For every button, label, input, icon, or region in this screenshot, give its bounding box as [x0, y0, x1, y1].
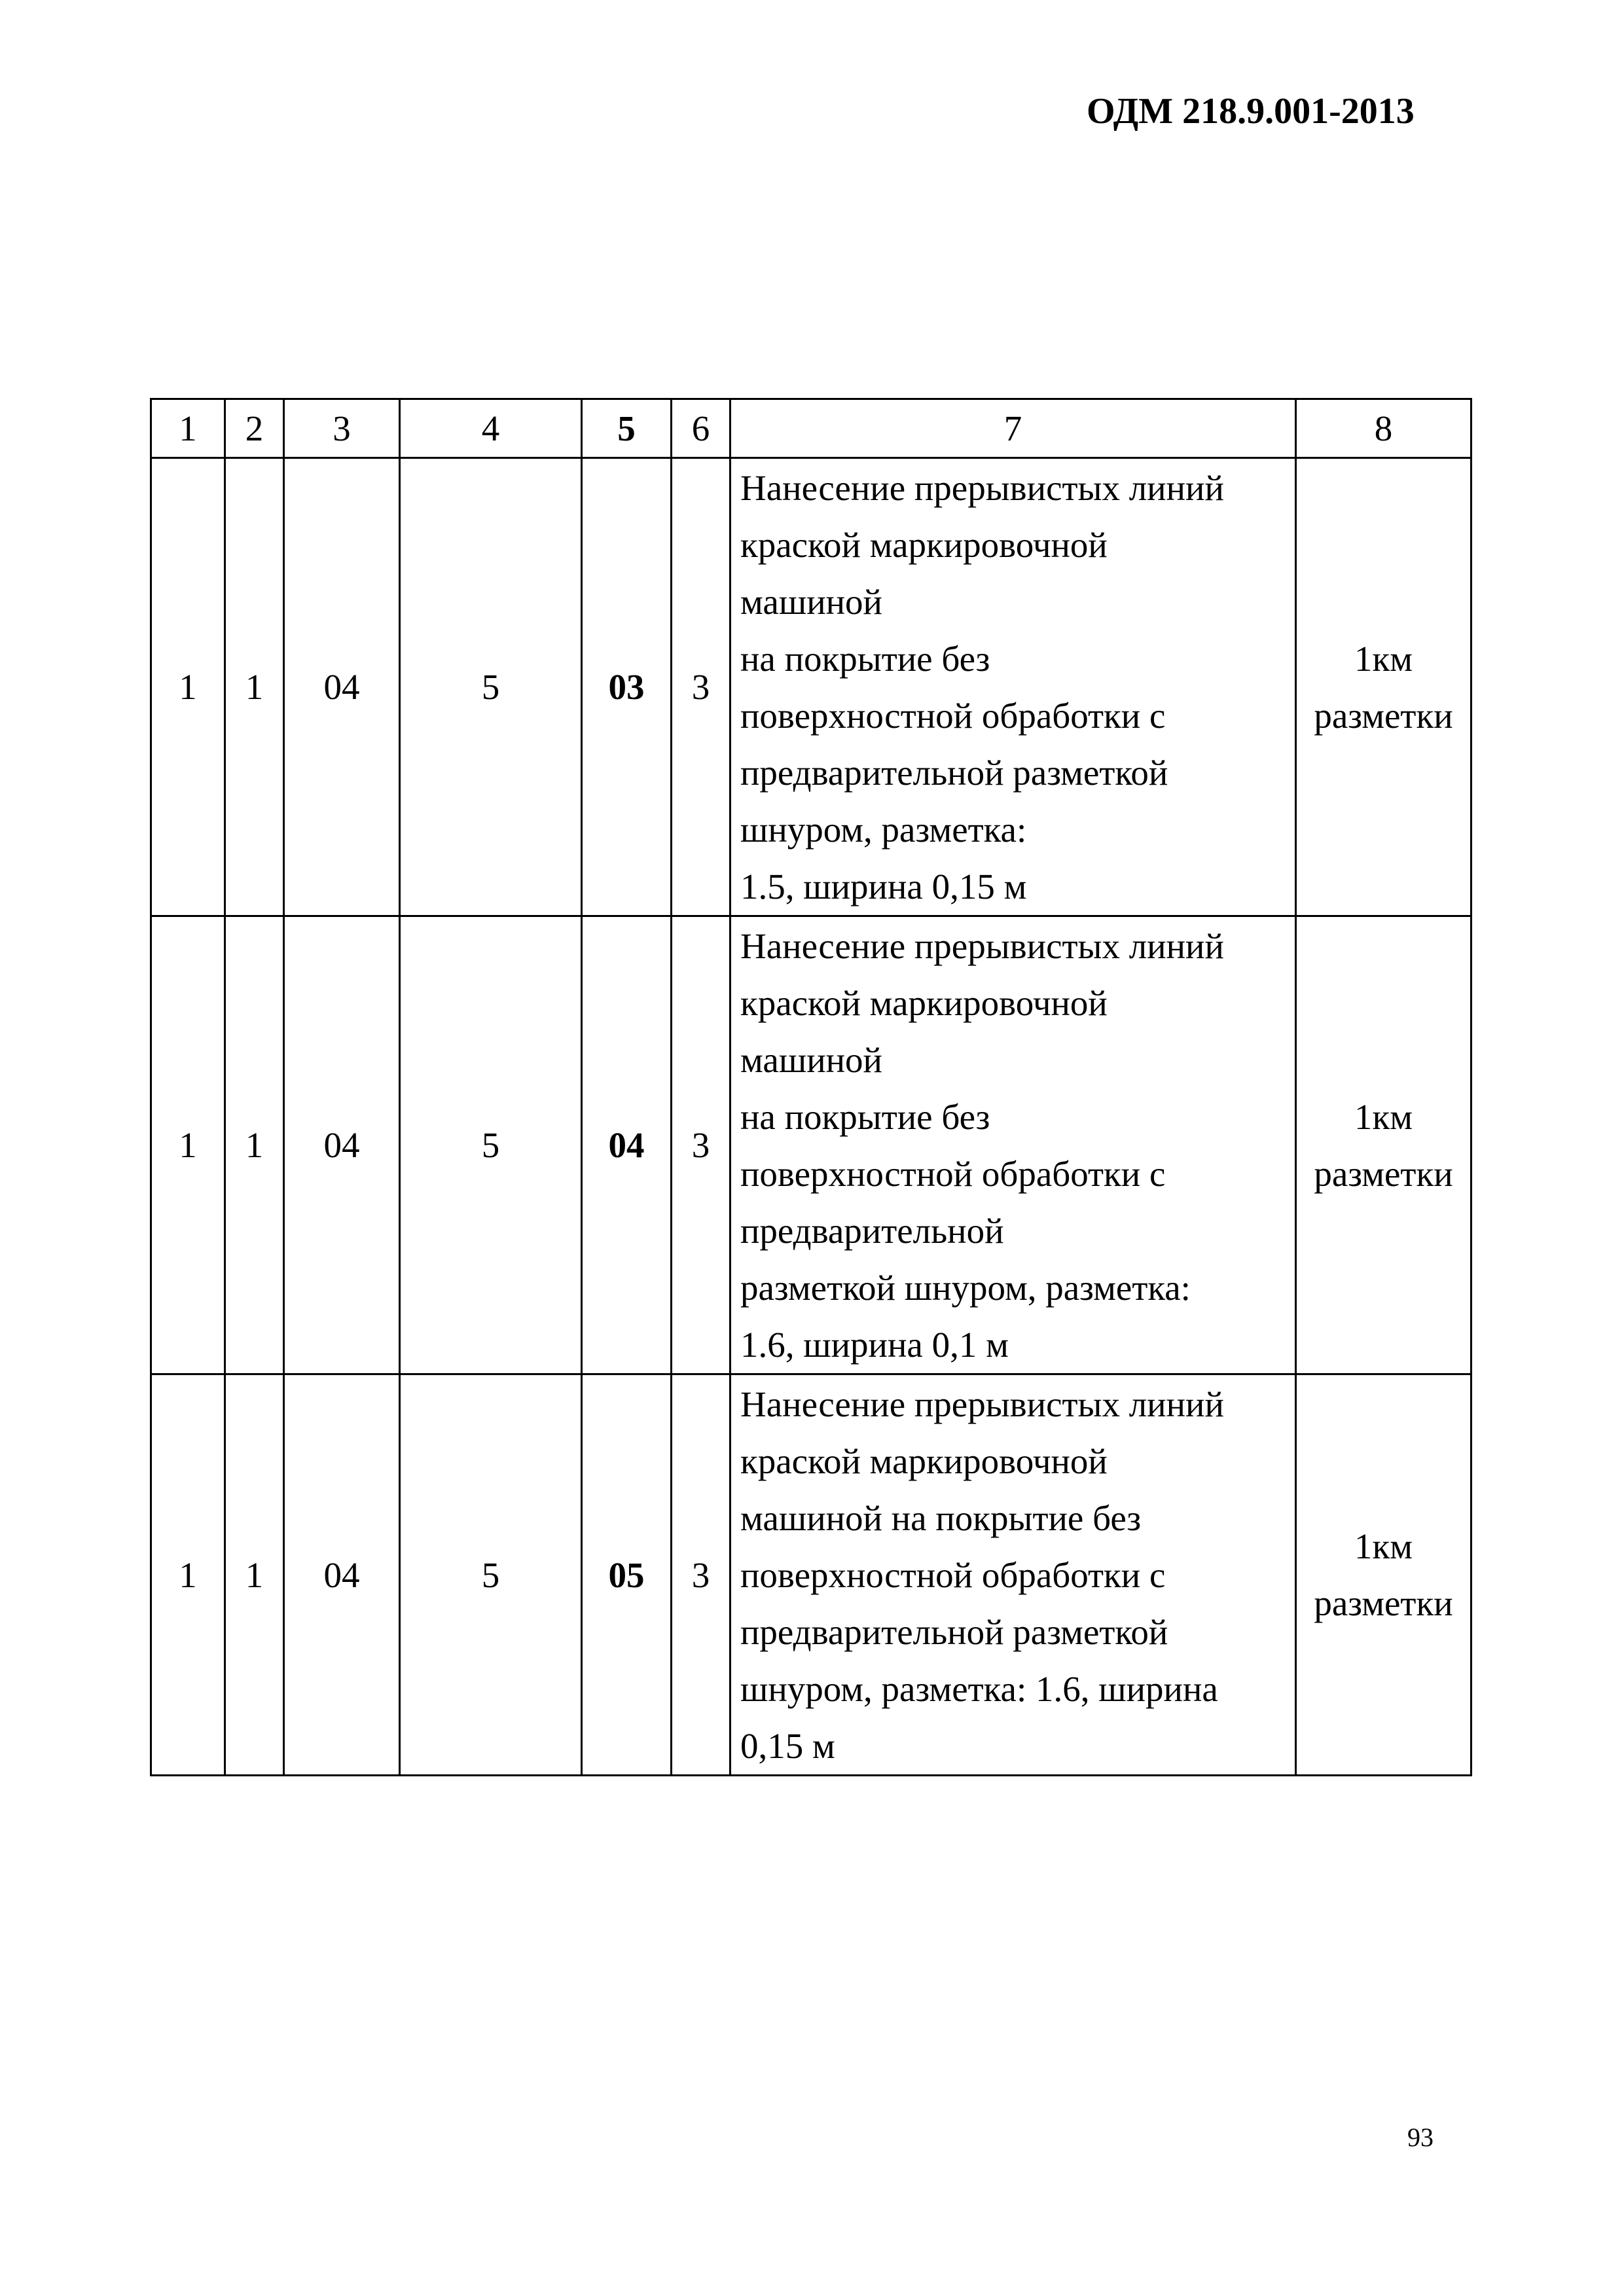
description-line: Нанесение прерывистых линий — [740, 925, 1224, 966]
unit-line: разметки — [1314, 695, 1453, 736]
description-line: машиной — [740, 1039, 882, 1080]
header-cell: 3 — [284, 399, 400, 458]
unit-line: 1км — [1354, 638, 1413, 679]
header-cell: 5 — [582, 399, 672, 458]
cell-col4: 5 — [400, 458, 582, 916]
header-cell: 7 — [731, 399, 1296, 458]
header-cell: 1 — [151, 399, 225, 458]
description-line: поверхностной обработки с — [740, 695, 1166, 736]
cell-col6: 3 — [672, 916, 731, 1374]
unit-line: 1км — [1354, 1526, 1413, 1566]
description-line: шнуром, разметка: — [740, 809, 1027, 850]
cell-description — [731, 1374, 1296, 1776]
cell-col4: 5 — [400, 1374, 582, 1776]
description-line: поверхностной обработки с — [740, 1554, 1166, 1595]
table-header-row — [151, 399, 1471, 458]
description-line: предварительной — [740, 1210, 1004, 1251]
description-line: машиной — [740, 581, 882, 622]
description-line: шнуром, разметка: 1.6, ширина — [740, 1668, 1218, 1709]
cell-col6: 3 — [672, 1374, 731, 1776]
cell-unit — [1296, 458, 1471, 916]
description-line: на покрытие без — [740, 638, 990, 679]
cell-col6: 3 — [672, 458, 731, 916]
classifier-table — [150, 398, 1472, 1776]
cell-description — [731, 916, 1296, 1374]
description-line: 1.5, ширина 0,15 м — [740, 866, 1027, 906]
page-number: 93 — [1407, 2123, 1434, 2152]
cell-col2: 1 — [225, 1374, 284, 1776]
description-line: 1.6, ширина 0,1 м — [740, 1324, 1009, 1365]
unit-line: разметки — [1314, 1153, 1453, 1194]
description-line: краской маркировочной — [740, 1441, 1108, 1481]
table-row — [151, 458, 1471, 916]
cell-col5: 05 — [582, 1374, 672, 1776]
unit-line: разметки — [1314, 1583, 1453, 1623]
header-cell: 2 — [225, 399, 284, 458]
description-line: на покрытие без — [740, 1096, 990, 1137]
table-row — [151, 1374, 1471, 1776]
cell-col2: 1 — [225, 916, 284, 1374]
cell-col4: 5 — [400, 916, 582, 1374]
cell-unit — [1296, 916, 1471, 1374]
description-line: предварительной разметкой — [740, 1611, 1168, 1652]
description-line: машиной на покрытие без — [740, 1498, 1142, 1538]
description-line: Нанесение прерывистых линий — [740, 467, 1224, 508]
cell-col5: 03 — [582, 458, 672, 916]
header-cell: 6 — [672, 399, 731, 458]
cell-col3: 04 — [284, 916, 400, 1374]
cell-col3: 04 — [284, 458, 400, 916]
description-line: краской маркировочной — [740, 982, 1108, 1023]
cell-col5: 04 — [582, 916, 672, 1374]
description-line: поверхностной обработки с — [740, 1153, 1166, 1194]
description-line: разметкой шнуром, разметка: — [740, 1267, 1191, 1308]
document-code: ОДМ 218.9.001-2013 — [1087, 91, 1415, 132]
description-line: предварительной разметкой — [740, 752, 1168, 793]
cell-col3: 04 — [284, 1374, 400, 1776]
description-line: краской маркировочной — [740, 524, 1108, 565]
unit-line: 1км — [1354, 1096, 1413, 1137]
description-line: 0,15 м — [740, 1725, 835, 1766]
cell-col2: 1 — [225, 458, 284, 916]
cell-col1: 1 — [151, 1374, 225, 1776]
header-cell: 8 — [1296, 399, 1471, 458]
cell-description — [731, 458, 1296, 916]
table-row — [151, 916, 1471, 1374]
header-cell: 4 — [400, 399, 582, 458]
description-line: Нанесение прерывистых линий — [740, 1384, 1224, 1424]
cell-col1: 1 — [151, 916, 225, 1374]
cell-col1: 1 — [151, 458, 225, 916]
cell-unit — [1296, 1374, 1471, 1776]
